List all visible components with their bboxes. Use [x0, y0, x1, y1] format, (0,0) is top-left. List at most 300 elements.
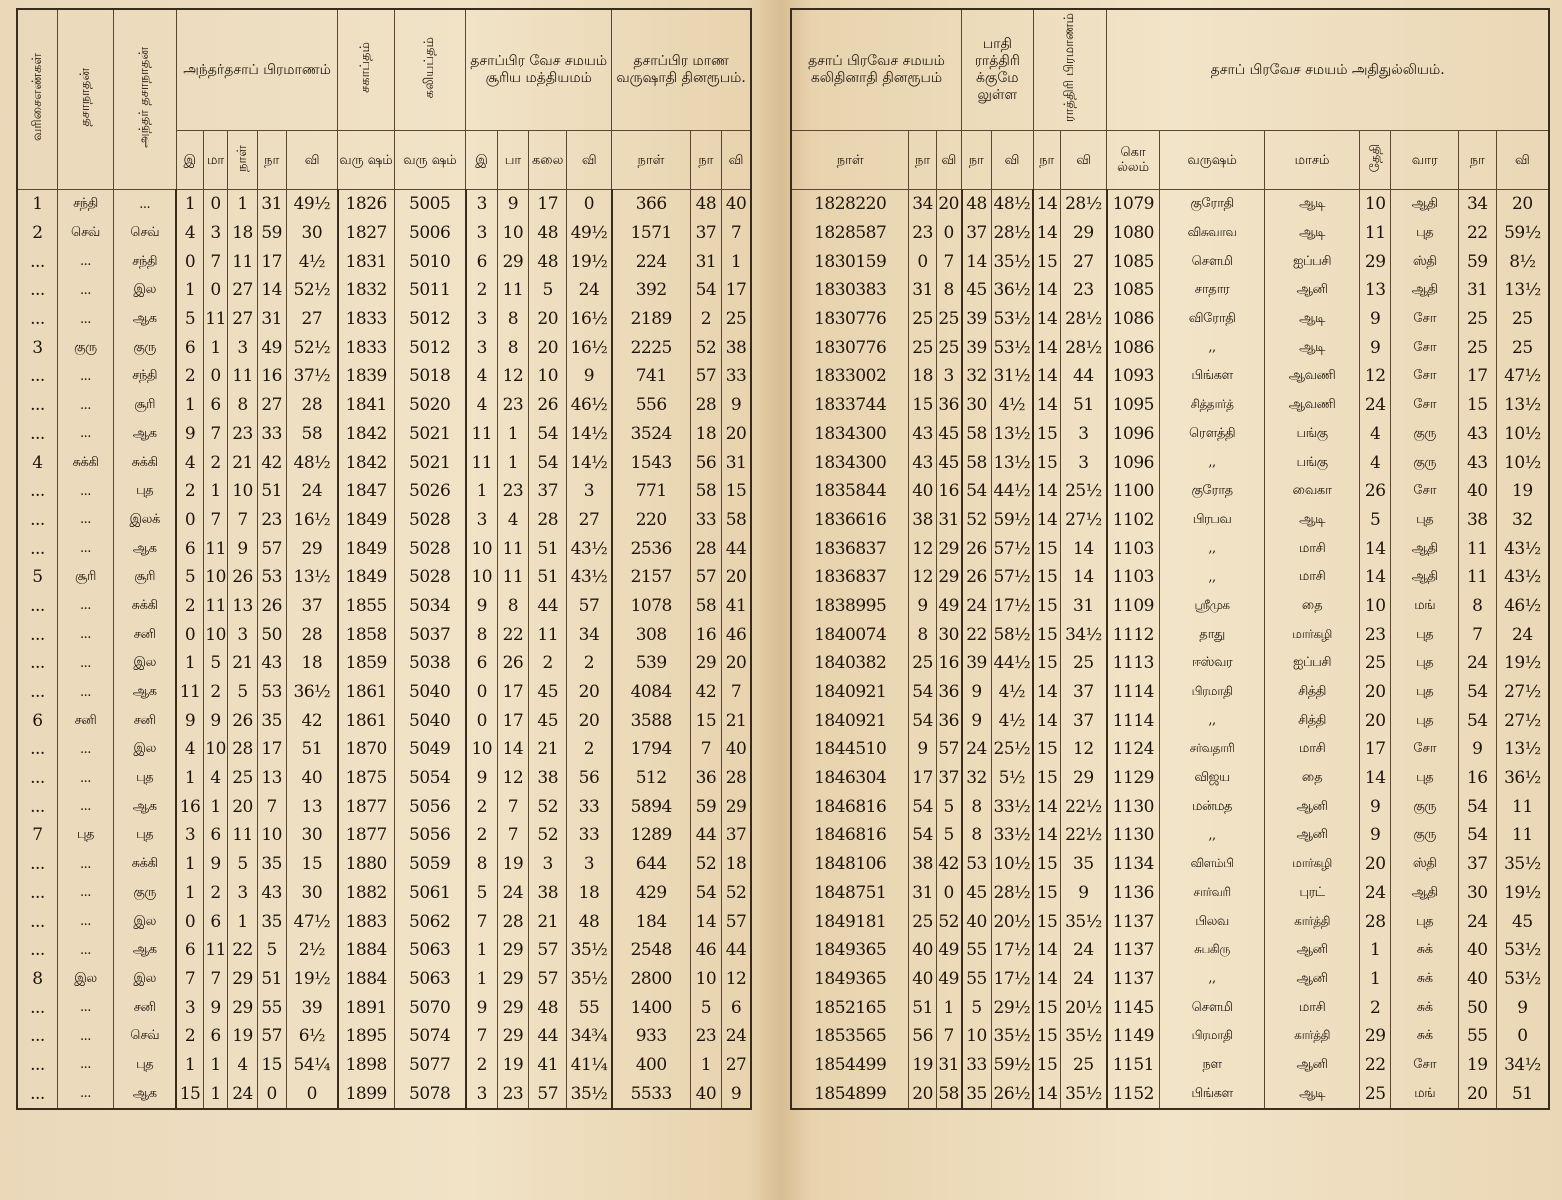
table-cell: ஈஸ்வர — [1159, 649, 1264, 678]
table-cell: 55 — [962, 936, 991, 965]
table-cell: 3 — [228, 620, 257, 649]
table-cell: 55 — [257, 993, 286, 1022]
duration-days-header: தசாப்பிர மாண வருஷாதி தினரூபம். — [612, 9, 751, 131]
table-cell: 29 — [228, 993, 257, 1022]
table-cell: 15 — [909, 391, 936, 420]
table-cell: 27½ — [1496, 678, 1549, 707]
table-cell: 9 — [962, 706, 991, 735]
table-cell: 392 — [612, 276, 691, 305]
table-cell: 27 — [567, 506, 612, 535]
table-cell: ... — [17, 936, 57, 965]
table-row — [791, 448, 1549, 477]
table-cell: 15 — [1033, 420, 1060, 449]
table-cell: 15 — [1033, 649, 1060, 678]
table-cell: 5894 — [612, 792, 691, 821]
table-row — [791, 1022, 1549, 1051]
table-cell: 48 — [690, 190, 721, 219]
table-cell: 1400 — [612, 993, 691, 1022]
table-cell: 54¼ — [286, 1051, 338, 1080]
table-cell: 24 — [286, 477, 338, 506]
table-cell: 11 — [497, 276, 528, 305]
table-cell: குரு — [113, 879, 176, 908]
table-cell: 1102 — [1107, 506, 1160, 535]
table-cell: 31 — [257, 305, 286, 334]
table-cell: 24 — [962, 592, 991, 621]
table-cell: 4 — [176, 448, 203, 477]
table-cell: 2536 — [612, 534, 691, 563]
table-cell: 5018 — [394, 362, 466, 391]
table-cell: 15 — [286, 850, 338, 879]
table-cell: 14 — [962, 247, 991, 276]
table-row — [791, 735, 1549, 764]
table-cell: 1124 — [1107, 735, 1160, 764]
table-cell: மங் — [1391, 1079, 1458, 1109]
table-cell: 46 — [690, 936, 721, 965]
table-cell: 1833002 — [791, 362, 909, 391]
table-cell: 58 — [690, 477, 721, 506]
table-cell: 224 — [612, 247, 691, 276]
table-cell: 16 — [257, 362, 286, 391]
table-cell: 1840074 — [791, 620, 909, 649]
table-cell: 8 — [228, 391, 257, 420]
table-cell: 41¼ — [567, 1051, 612, 1080]
table-cell: 17 — [529, 190, 567, 219]
table-cell: 56 — [690, 448, 721, 477]
table-cell: 24 — [1060, 936, 1106, 965]
table-cell: 28½ — [991, 879, 1033, 908]
table-cell: 14 — [1033, 821, 1060, 850]
table-cell: 0 — [1496, 1022, 1549, 1051]
table-cell: 1571 — [612, 219, 691, 248]
table-cell: ஆனி — [1265, 965, 1360, 994]
table-cell: 54 — [909, 821, 936, 850]
table-cell: 58 — [286, 420, 338, 449]
table-cell: 0 — [909, 247, 936, 276]
table-cell: 43 — [909, 448, 936, 477]
table-cell: 3 — [466, 190, 497, 219]
table-cell: 2 — [466, 821, 497, 850]
table-cell: 18 — [228, 219, 257, 248]
table-cell: 3 — [228, 879, 257, 908]
table-cell: 2 — [529, 649, 567, 678]
table-cell: ,, — [1159, 333, 1264, 362]
table-row — [791, 276, 1549, 305]
table-cell: 57 — [257, 534, 286, 563]
table-cell: 24 — [228, 1079, 257, 1109]
table-cell: செவ் — [113, 1022, 176, 1051]
table-cell: 29 — [286, 534, 338, 563]
table-cell: 34 — [567, 620, 612, 649]
table-cell: 30 — [286, 219, 338, 248]
table-cell: 21 — [228, 448, 257, 477]
table-cell: குரு — [1391, 821, 1458, 850]
sub-header: தேதி — [1359, 131, 1391, 190]
table-cell: சித்தி — [1265, 678, 1360, 707]
table-cell: 45 — [1496, 907, 1549, 936]
table-cell: 48½ — [286, 448, 338, 477]
table-row — [17, 563, 751, 592]
table-cell: 1836837 — [791, 563, 909, 592]
table-cell: 53½ — [991, 333, 1033, 362]
sub-header: வி — [722, 131, 751, 190]
table-cell: 10 — [466, 563, 497, 592]
table-cell: 11 — [529, 620, 567, 649]
table-cell: 25½ — [1060, 477, 1106, 506]
table-cell: 3 — [466, 1079, 497, 1109]
table-cell: 5 — [257, 936, 286, 965]
table-cell: 13½ — [991, 448, 1033, 477]
table-cell: 2548 — [612, 936, 691, 965]
table-cell: 40 — [1458, 477, 1496, 506]
table-cell: ஆடி — [1265, 190, 1360, 219]
table-cell: 31 — [909, 276, 936, 305]
table-cell: 3 — [1060, 420, 1106, 449]
table-cell: 51 — [1496, 1079, 1549, 1109]
table-cell: 51 — [286, 735, 338, 764]
table-cell: தை — [1265, 764, 1360, 793]
table-cell: 2 — [567, 735, 612, 764]
table-row — [17, 1079, 751, 1109]
table-cell: சனி — [113, 993, 176, 1022]
table-cell: 5049 — [394, 735, 466, 764]
table-cell: 11 — [203, 534, 228, 563]
table-cell: 9 — [497, 190, 528, 219]
table-cell: 13 — [286, 792, 338, 821]
table-cell: 5028 — [394, 563, 466, 592]
table-cell: 52½ — [286, 333, 338, 362]
table-cell: 1 — [176, 850, 203, 879]
table-cell: 8 — [466, 620, 497, 649]
table-cell: 34½ — [1496, 1051, 1549, 1080]
table-cell: 54 — [909, 706, 936, 735]
table-cell: நள — [1159, 1051, 1264, 1080]
table-cell: 3 — [567, 850, 612, 879]
table-cell: 1833744 — [791, 391, 909, 420]
table-cell: 25 — [1496, 305, 1549, 334]
table-cell: 5038 — [394, 649, 466, 678]
table-cell: சனி — [57, 706, 113, 735]
table-cell: 7 — [936, 247, 961, 276]
table-cell: சுக் — [1391, 936, 1458, 965]
table-cell: 15 — [1033, 1051, 1060, 1080]
table-cell: 35½ — [991, 247, 1033, 276]
table-cell: 29 — [936, 534, 961, 563]
table-cell: 25 — [1496, 333, 1549, 362]
table-cell: ஆவணி — [1265, 391, 1360, 420]
table-cell: 1 — [497, 448, 528, 477]
table-cell: 30 — [1458, 879, 1496, 908]
table-cell: 35½ — [567, 965, 612, 994]
table-row — [17, 1051, 751, 1080]
table-cell: 6½ — [286, 1022, 338, 1051]
table-cell: கார்த்தி — [1265, 1022, 1360, 1051]
table-cell: 11 — [497, 563, 528, 592]
table-cell: 1838995 — [791, 592, 909, 621]
table-cell: 24 — [1359, 879, 1391, 908]
table-cell: 15 — [690, 706, 721, 735]
table-cell: 58 — [962, 448, 991, 477]
table-row — [791, 678, 1549, 707]
sub-header: வி — [1060, 131, 1106, 190]
table-cell: 3 — [176, 993, 203, 1022]
table-cell: 2 — [567, 649, 612, 678]
table-cell: 20 — [529, 333, 567, 362]
table-cell: ஆதி — [1391, 563, 1458, 592]
table-cell: இலக் — [113, 506, 176, 535]
table-cell: 18 — [286, 649, 338, 678]
kali-header: கலியப்தம் — [394, 9, 466, 131]
table-row — [17, 477, 751, 506]
table-cell: 14 — [1033, 305, 1060, 334]
table-cell: ... — [57, 936, 113, 965]
table-cell: ... — [57, 735, 113, 764]
table-cell: 1832 — [338, 276, 394, 305]
table-cell: 0 — [257, 1079, 286, 1109]
table-cell: 55 — [567, 993, 612, 1022]
table-cell: 44 — [690, 821, 721, 850]
table-cell: விஜய — [1159, 764, 1264, 793]
table-cell: ... — [17, 735, 57, 764]
table-cell: 2 — [176, 1022, 203, 1051]
sub-header: கொ ல்லம் — [1107, 131, 1160, 190]
table-cell: 429 — [612, 879, 691, 908]
table-cell: 1 — [203, 792, 228, 821]
table-cell: 11 — [228, 362, 257, 391]
table-cell: 15 — [1033, 850, 1060, 879]
table-row — [17, 907, 751, 936]
table-cell: 30 — [962, 391, 991, 420]
table-cell: 7 — [203, 965, 228, 994]
table-cell: 1834300 — [791, 420, 909, 449]
table-cell: 3 — [228, 333, 257, 362]
table-row — [17, 391, 751, 420]
table-cell: 4½ — [991, 391, 1033, 420]
sub-header: வரு ஷம் — [394, 131, 466, 190]
table-cell: 1828220 — [791, 190, 909, 219]
table-cell: 1086 — [1107, 305, 1160, 334]
table-cell: 26 — [962, 563, 991, 592]
table-cell: 52½ — [286, 276, 338, 305]
table-cell: 20 — [722, 649, 751, 678]
table-cell: சந்தி — [113, 247, 176, 276]
table-cell: 35½ — [1060, 1079, 1106, 1109]
table-cell: 512 — [612, 764, 691, 793]
table-cell: 20 — [228, 792, 257, 821]
table-cell: புத — [1391, 907, 1458, 936]
table-cell: 1840921 — [791, 678, 909, 707]
table-cell: 5 — [936, 821, 961, 850]
table-cell: 10 — [228, 477, 257, 506]
table-cell: 8 — [1458, 592, 1496, 621]
table-cell: 59 — [257, 219, 286, 248]
table-row — [791, 620, 1549, 649]
table-row — [791, 1051, 1549, 1080]
table-cell: ஆனி — [1265, 792, 1360, 821]
table-cell: 12 — [909, 534, 936, 563]
table-cell: மாசி — [1265, 534, 1360, 563]
table-cell: இல — [113, 649, 176, 678]
table-cell: ... — [57, 477, 113, 506]
table-cell: 25 — [936, 305, 961, 334]
table-cell: 49 — [257, 333, 286, 362]
table-cell: 45 — [529, 678, 567, 707]
table-cell: 56 — [909, 1022, 936, 1051]
saka-header: சகாப்தம் — [338, 9, 394, 131]
table-cell: 27½ — [1060, 506, 1106, 535]
table-cell: 366 — [612, 190, 691, 219]
table-cell: 2 — [203, 448, 228, 477]
table-cell: 5028 — [394, 506, 466, 535]
table-cell: ஆதி — [1391, 190, 1458, 219]
table-cell: 20 — [722, 420, 751, 449]
table-cell: 57 — [690, 563, 721, 592]
table-cell: 1080 — [1107, 219, 1160, 248]
table-cell: 45 — [962, 879, 991, 908]
table-row — [17, 879, 751, 908]
table-cell: 5 — [690, 993, 721, 1022]
table-cell: 17 — [257, 247, 286, 276]
table-cell: 3 — [17, 333, 57, 362]
table-cell: 3524 — [612, 420, 691, 449]
table-cell: ,, — [1159, 821, 1264, 850]
table-cell: ... — [17, 879, 57, 908]
table-cell: 33 — [257, 420, 286, 449]
table-cell: 44½ — [991, 477, 1033, 506]
table-cell: 57 — [529, 936, 567, 965]
table-cell: 6 — [203, 391, 228, 420]
table-cell: மன்மத — [1159, 792, 1264, 821]
table-cell: ... — [57, 247, 113, 276]
table-cell: 22 — [1359, 1051, 1391, 1080]
table-cell: 53 — [257, 678, 286, 707]
table-cell: 5 — [529, 276, 567, 305]
table-cell: 1085 — [1107, 276, 1160, 305]
table-cell: ... — [17, 907, 57, 936]
table-cell: 12 — [722, 965, 751, 994]
table-cell: 57 — [690, 362, 721, 391]
sub-header: நாள் — [791, 131, 909, 190]
table-cell: 1 — [176, 391, 203, 420]
table-cell: 5 — [962, 993, 991, 1022]
table-cell: 48 — [567, 907, 612, 936]
table-cell: 5026 — [394, 477, 466, 506]
table-cell: ... — [17, 1051, 57, 1080]
table-cell: 36½ — [1496, 764, 1549, 793]
table-row — [791, 1079, 1549, 1109]
table-row — [17, 965, 751, 994]
table-row — [17, 620, 751, 649]
table-cell: பங்கு — [1265, 420, 1360, 449]
table-cell: 35½ — [1060, 907, 1106, 936]
table-cell: 14 — [1033, 219, 1060, 248]
table-cell: 3 — [466, 305, 497, 334]
table-cell: 37 — [286, 592, 338, 621]
table-cell: 52 — [690, 333, 721, 362]
table-cell: 1095 — [1107, 391, 1160, 420]
table-cell: 37 — [962, 219, 991, 248]
table-cell: 31 — [690, 247, 721, 276]
table-cell: 25 — [1458, 305, 1496, 334]
table-cell: 15 — [1033, 879, 1060, 908]
table-cell: 26 — [257, 592, 286, 621]
table-cell: 1096 — [1107, 420, 1160, 449]
table-cell: 46½ — [567, 391, 612, 420]
table-cell: 31 — [722, 448, 751, 477]
table-cell: சௌமி — [1159, 993, 1264, 1022]
table-cell: 1846304 — [791, 764, 909, 793]
table-cell: 29 — [1060, 219, 1106, 248]
table-cell: 59½ — [1496, 219, 1549, 248]
table-cell: ... — [57, 792, 113, 821]
table-cell: 21 — [722, 706, 751, 735]
table-cell: 26 — [962, 534, 991, 563]
table-cell: 1875 — [338, 764, 394, 793]
table-cell: 5006 — [394, 219, 466, 248]
table-cell: ... — [57, 764, 113, 793]
table-cell: 1898 — [338, 1051, 394, 1080]
table-cell: இல — [113, 735, 176, 764]
table-cell: 1 — [690, 1051, 721, 1080]
table-cell: ஸ்தி — [1391, 850, 1458, 879]
table-cell: பிங்கள — [1159, 1079, 1264, 1109]
table-cell: சுக் — [1391, 1022, 1458, 1051]
table-cell: மாசி — [1265, 563, 1360, 592]
sub-header: நா — [257, 131, 286, 190]
table-cell: 15 — [1033, 620, 1060, 649]
table-row — [17, 305, 751, 334]
table-cell: 1137 — [1107, 965, 1160, 994]
table-cell: 10 — [466, 735, 497, 764]
table-cell: 15 — [1033, 448, 1060, 477]
table-cell: 1078 — [612, 592, 691, 621]
table-cell: 7 — [936, 1022, 961, 1051]
table-cell: 57½ — [991, 534, 1033, 563]
table-cell: ஆவணி — [1265, 362, 1360, 391]
table-cell: 5 — [176, 563, 203, 592]
table-cell: சனி — [113, 620, 176, 649]
table-cell: 33 — [567, 792, 612, 821]
table-cell: 26 — [228, 563, 257, 592]
table-row — [791, 506, 1549, 535]
table-cell: 18 — [722, 850, 751, 879]
table-cell: பிலவ — [1159, 907, 1264, 936]
table-cell: 14 — [1033, 276, 1060, 305]
table-cell: 0 — [203, 190, 228, 219]
table-cell: 1853565 — [791, 1022, 909, 1051]
table-cell: 42 — [936, 850, 961, 879]
table-cell: 57 — [936, 735, 961, 764]
table-cell: 58 — [690, 592, 721, 621]
table-cell: 51 — [529, 563, 567, 592]
table-cell: ... — [57, 907, 113, 936]
table-cell: 47½ — [1496, 362, 1549, 391]
sub-header: வார — [1391, 131, 1458, 190]
table-cell: 39 — [286, 993, 338, 1022]
table-cell: 1861 — [338, 678, 394, 707]
table-cell: மாசி — [1265, 735, 1360, 764]
sub-header: நா — [1458, 131, 1496, 190]
table-cell: 54 — [1458, 678, 1496, 707]
table-cell: குரு — [1391, 792, 1458, 821]
table-cell: ... — [17, 649, 57, 678]
table-cell: 4 — [17, 448, 57, 477]
table-cell: 27½ — [1496, 706, 1549, 735]
sub-header: நா — [962, 131, 991, 190]
table-cell: 2 — [466, 1051, 497, 1080]
table-cell: 1846816 — [791, 821, 909, 850]
table-cell: 1114 — [1107, 706, 1160, 735]
table-cell: 6 — [176, 936, 203, 965]
